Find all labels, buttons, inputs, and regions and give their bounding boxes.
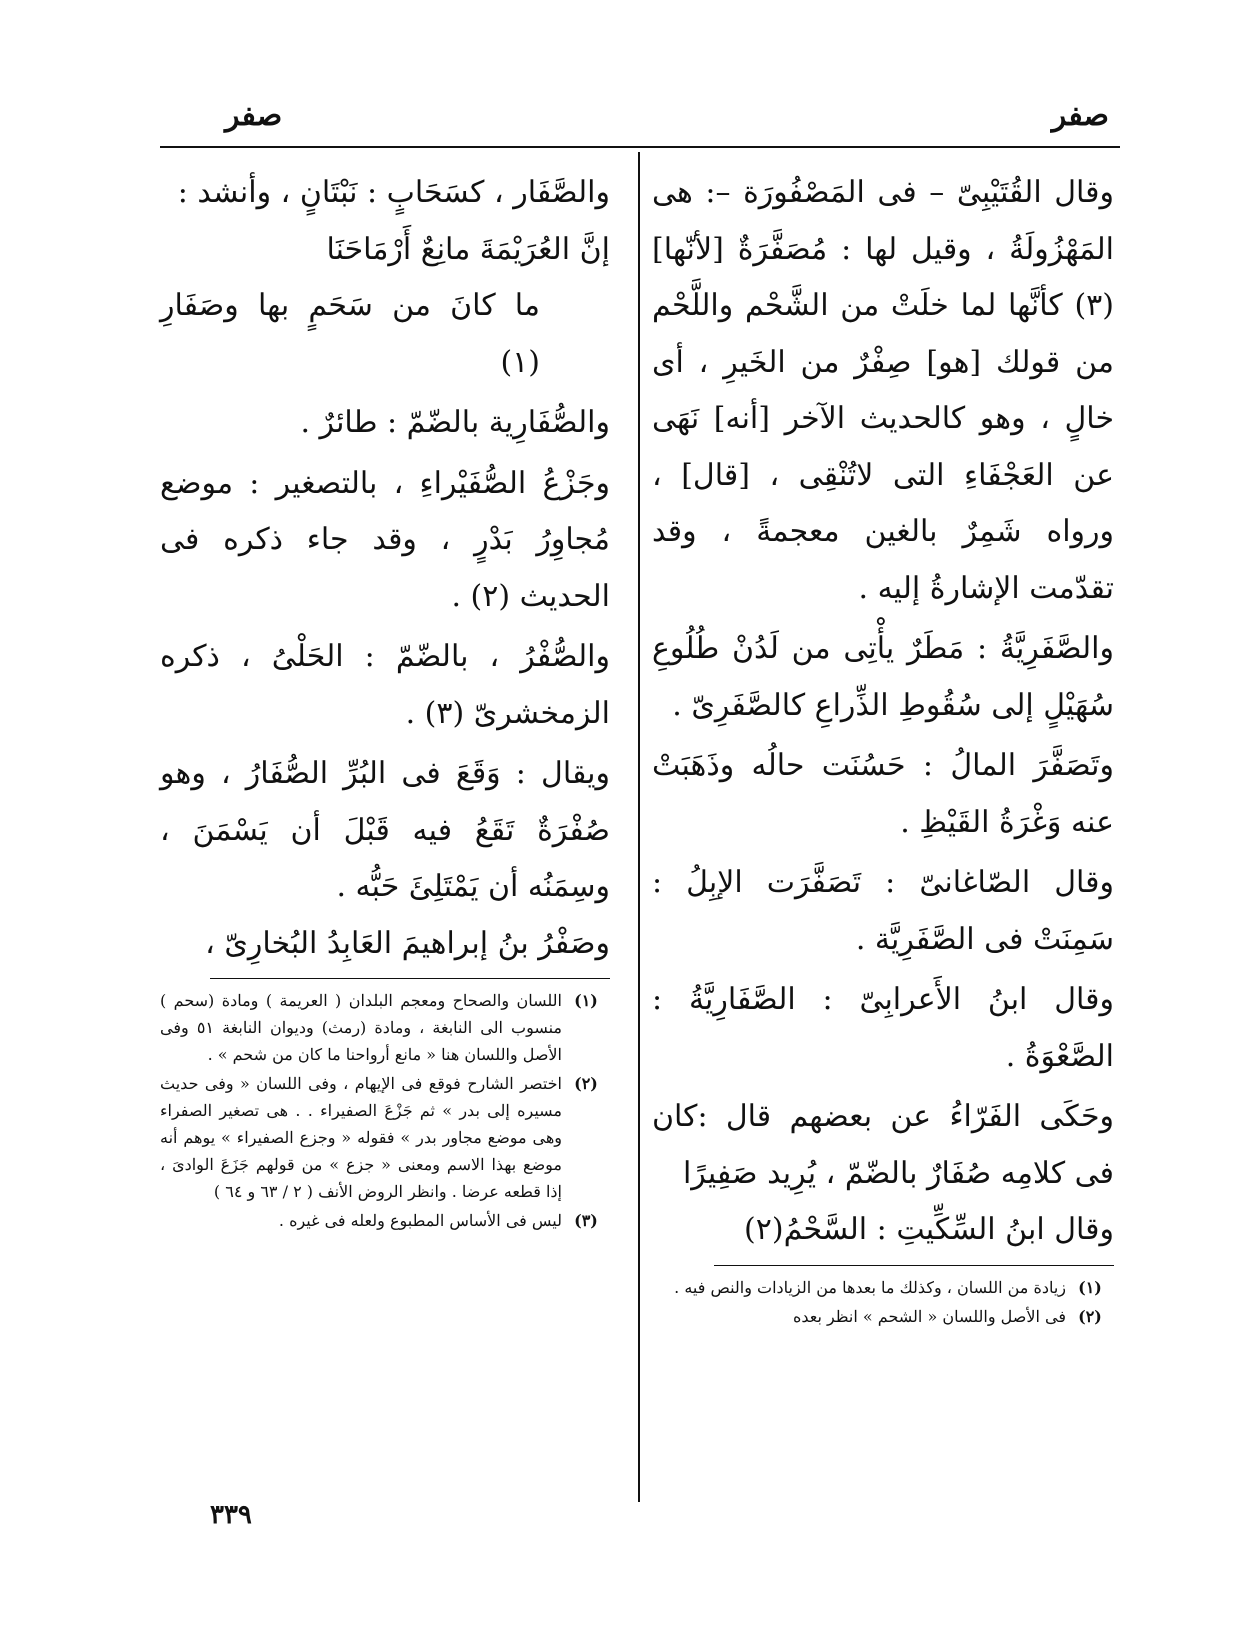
footnote-number: (١) bbox=[1078, 1277, 1102, 1297]
entry-paragraph: وقال ابنُ الأَعرابِىّ : الصَّفَارِيَّةُ : الصَّعْوَةُ . bbox=[652, 982, 1114, 1074]
footnote-number: (١) bbox=[574, 991, 598, 1010]
entry-paragraph: وحَكَى الفَرّاءُ عن بعضهم قال :كان فى كلامِه صُفَارٌ بالضّمّ ، يُرِيد صَفِيرًا bbox=[652, 1099, 1114, 1191]
footnote bbox=[652, 1274, 1114, 1301]
entry-paragraph: ويقال : وَقَعَ فى البُرِّ الصُّفَارُ ، وهو صُفْرَةٌ تَقَعُ فيه قَبْلَ أن يَسْمَنَ ، وسِمَنُه أن يَمْتَلِئَ حَبُّه . bbox=[160, 756, 610, 904]
footnote-rule bbox=[210, 978, 610, 979]
footnote-text: ليس فى الأساس المطبوع ولعله فى غيره . bbox=[278, 1211, 562, 1230]
entry-paragraph: والصَّفَار ، كسَحَابٍ : نَبْتَانٍ ، وأنشد : bbox=[177, 175, 610, 210]
footnote-text: اللسان والصحاح ومعجم البلدان ( العريمة ) ومادة (سحم ) منسوب الى النابغة ، ومادة (رمث) وديوان النابغة ٥١ وفى الأصل واللسان هنا « مانع أرواحنا ما كان من شحم » . bbox=[160, 991, 563, 1064]
entry-paragraph: وصَفْرُ بنُ إبراهيمَ العَابِدُ البُخارِىّ ، bbox=[205, 925, 610, 961]
footnote-number: (٣) bbox=[574, 1211, 598, 1230]
entry-paragraph: والصُّفَارِية بالضّمّ : طائرٌ . bbox=[300, 405, 610, 440]
running-head-left: صفر bbox=[225, 98, 283, 133]
footnote-text: زيادة من اللسان ، وكذلك ما بعدها من الزيادات والنص فيه . bbox=[674, 1277, 1066, 1297]
verse-line: إنَّ العُرَيْمَةَ مانِعٌ أَرْمَاحَنَا bbox=[326, 231, 610, 267]
entry-paragraph: وجَزْعُ الصُّفَيْراءِ ، بالتصغير : موضع مُجاوِرُ بَدْرٍ ، وقد جاء ذكره فى الحديث (٢) . bbox=[160, 465, 610, 614]
header-rule bbox=[160, 146, 1120, 148]
footnote-text: فى الأصل واللسان « الشحم » انظر بعده bbox=[792, 1306, 1066, 1326]
left-column bbox=[160, 165, 610, 1236]
running-head-right: صفر bbox=[1051, 98, 1109, 133]
column-divider bbox=[638, 152, 640, 1502]
entry-paragraph: وتَصَفَّرَ المالُ : حَسُنَت حالُه وذَهَبَتْ عنه وَغْرَةُ القَيْظِ . bbox=[652, 748, 1114, 840]
footnote bbox=[160, 1070, 610, 1205]
entry-paragraph: وقال ابنُ السِّكِّيتِ : السَّحْمُ(٢) bbox=[744, 1212, 1114, 1247]
footnote-number: (٢) bbox=[1078, 1306, 1102, 1326]
right-column bbox=[652, 165, 1114, 1332]
entry-paragraph: وقال القُتَيْبِىّ – فى المَصْفُورَة –: هى المَهْزُولَةُ ، وقيل لها : مُصَفَّرَةٌ [لأنّها] (٣) كأنَّها لما خلَتْ من الشَّحْم واللَّحْم من قولك [هو] صِفْرٌ من الخَيرِ ، أى خالٍ ، وهو كالحديث الآخر [أنه] نَهَى عن العَجْفَاءِ التى لاتُنْقِى ، [قال] ، ورواه شَمِرٌ بالغين معجمةً ، وقد تقدّمت الإشارةُ إليه . bbox=[652, 175, 1114, 606]
footnote-rule bbox=[714, 1265, 1114, 1266]
verse-line: ما كانَ من سَحَمٍ بها وصَفَارِ (١) bbox=[160, 288, 540, 380]
footnote-text: اختصر الشارح فوقع فى الإيهام ، وفى اللسان « وفى حديث مسيره إلى بدر » ثم جَزْعَ الصفيراء . . هى تصغير الصفراء وهى موضع مجاور بدر » فقوله « وجزع الصفيراء » يوهم أنه موضع بهذا الاسم ومعنى « جزع » من قولهم جَزَعَ الوادىَ ، إذا قطعه عرضا . وانظر الروض الأنف ( ٢ / ٦٣ و ٦٤ ) bbox=[160, 1074, 562, 1201]
page-number: ٣٣٩ bbox=[210, 1500, 252, 1530]
footnote-number: (٢) bbox=[574, 1074, 598, 1093]
footnote bbox=[160, 987, 610, 1068]
entry-paragraph: والصَّفَرِيَّةُ : مَطَرٌ يأْتِى من لَدُنْ طُلُوعِ سُهَيْلٍ إلى سُقُوطِ الذِّراعِ كالصَّفَرِىّ . bbox=[652, 631, 1114, 723]
entry-paragraph: وقال الصّاغانىّ : تَصَفَّرَت الإبِلُ : سَمِنَتْ فى الصَّفَرِيَّة . bbox=[652, 865, 1114, 957]
footnote bbox=[652, 1303, 1114, 1330]
entry-paragraph: والصُّفْرُ ، بالضّمّ : الحَلْىُ ، ذكره الزمخشرىّ (٣) . bbox=[160, 639, 610, 731]
footnote bbox=[160, 1207, 610, 1234]
